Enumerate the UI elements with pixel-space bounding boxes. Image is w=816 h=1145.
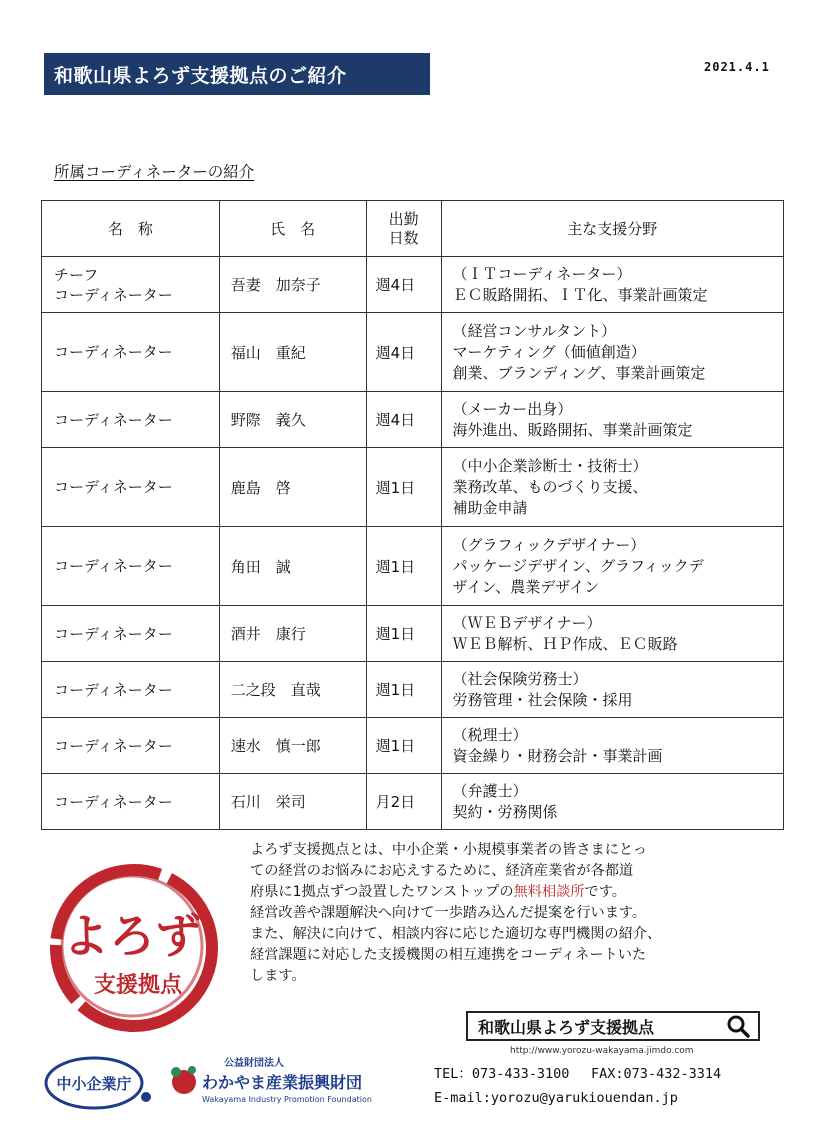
- header-title: 名 称: [42, 201, 220, 257]
- cell-field-line: 契約・労務関係: [452, 802, 558, 821]
- search-box[interactable]: [466, 1011, 760, 1041]
- cell-days: 週1日: [366, 662, 441, 718]
- cell-field-line: （弁護士）: [452, 781, 528, 800]
- search-icon[interactable]: [726, 1014, 750, 1038]
- description-line: ての経営のお悩みにお応えするために、経済産業省が各都道: [250, 863, 634, 879]
- cell-field-line: ザイン、農業デザイン: [452, 577, 600, 596]
- cell-name: 鹿島 啓: [219, 448, 366, 527]
- cell-field-line: ＥＣ販路開拓、ＩＴ化、事業計画策定: [452, 285, 708, 304]
- search-label: 和歌山県よろず支援拠点: [478, 1017, 655, 1037]
- contact-info: [434, 1062, 721, 1110]
- cell-title: [42, 257, 220, 313]
- cell-days: 週1日: [366, 606, 441, 662]
- cell-field-line: 海外進出、販路開拓、事業計画策定: [452, 420, 693, 439]
- waka-logo-small: 公益財団法人: [224, 1058, 284, 1069]
- header-name: 氏 名: [219, 201, 366, 257]
- cell-field-line: （メーカー出身）: [452, 399, 573, 418]
- cell-field: [441, 257, 783, 313]
- cell-field: [441, 606, 783, 662]
- cell-field-line: （ＩＴコーディネーター）: [452, 264, 632, 283]
- description-line: 経営改善や課題解決へ向けて一歩踏み込んだ提案を行います。: [250, 905, 647, 921]
- cell-title-line: コーディネーター: [54, 557, 173, 575]
- header-days-line2: 日数: [388, 228, 419, 247]
- cell-title: [42, 606, 220, 662]
- cell-name: 野際 義久: [219, 392, 366, 448]
- cell-days: 週4日: [366, 313, 441, 392]
- description-text: です。: [584, 884, 626, 900]
- cell-field-line: （経営コンサルタント）: [452, 321, 617, 340]
- cell-days: 週1日: [366, 527, 441, 606]
- table-body: [42, 257, 784, 830]
- description-text: 府県に1拠点ずつ設置したワンストップの: [250, 884, 514, 900]
- table-row: [42, 606, 784, 662]
- email[interactable]: E-mail:yorozu@yarukiouendan.jp: [434, 1090, 678, 1106]
- page-title: 和歌山県よろず支援拠点のご紹介: [44, 53, 430, 95]
- cell-field-line: （社会保険労務士）: [452, 669, 588, 688]
- cell-days: 週4日: [366, 257, 441, 313]
- cell-field: [441, 392, 783, 448]
- chusho-kigyo-cho-logo: [44, 1055, 156, 1111]
- cell-title: [42, 448, 220, 527]
- cell-field-line: （ＷＥＢデザイナー）: [452, 613, 602, 632]
- section-subtitle: 所属コーディネーターの紹介: [54, 163, 255, 181]
- description-line: [250, 882, 770, 903]
- cell-days: 週1日: [366, 718, 441, 774]
- cell-title-line: コーディネーター: [54, 792, 173, 811]
- cell-field: [441, 527, 783, 606]
- table-row: [42, 527, 784, 606]
- cell-field: [441, 774, 783, 830]
- description-line: また、解決に向けて、相談内容に応じた適切な専門機関の紹介、: [250, 926, 662, 942]
- cell-days: 週1日: [366, 448, 441, 527]
- cell-title: [42, 527, 220, 606]
- cell-title-line: コーディネーター: [54, 285, 173, 304]
- cell-name: 角田 誠: [219, 527, 366, 606]
- issue-date: 2021.4.1: [704, 60, 770, 74]
- cell-field-line: ＷＥＢ解析、ＨＰ作成、ＥＣ販路: [452, 634, 678, 653]
- cell-title: [42, 662, 220, 718]
- yorozu-logo-sub: 支援拠点: [93, 973, 183, 998]
- table-row: [42, 448, 784, 527]
- coordinator-table: [41, 200, 784, 830]
- cell-field-line: 業務改革、ものづくり支援、: [452, 477, 648, 496]
- header-days: [366, 201, 441, 257]
- cell-name: 速水 慎一郎: [219, 718, 366, 774]
- cell-field-line: 補助金申請: [452, 498, 528, 517]
- cell-field-line: （中小企業診断士・技術士）: [452, 456, 648, 475]
- waka-logo-en: Wakayama Industry Promotion Foundation: [202, 1095, 372, 1104]
- cell-field: [441, 448, 783, 527]
- cell-name: 二之段 直哉: [219, 662, 366, 718]
- cell-field: [441, 718, 783, 774]
- table-row: [42, 718, 784, 774]
- cell-title-line: コーディネーター: [54, 410, 173, 429]
- cell-title: [42, 718, 220, 774]
- description-line: 経営課題に対応した支援機関の相互連携をコーディネートいた: [250, 947, 647, 963]
- description-line: よろず支援拠点とは、中小企業・小規模事業者の皆さまにとっ: [250, 842, 647, 858]
- table-row: [42, 774, 784, 830]
- header-field: 主な支援分野: [441, 201, 783, 257]
- yorozu-logo-main: よろず: [63, 909, 201, 963]
- cell-title-line: コーディネーター: [54, 343, 173, 361]
- cell-title-line: コーディネーター: [54, 680, 173, 699]
- header-days-line1: 出勤: [388, 209, 419, 228]
- cell-title: [42, 774, 220, 830]
- cell-field-line: 創業、ブランディング、事業計画策定: [452, 363, 706, 382]
- cell-title: [42, 392, 220, 448]
- cell-field-line: 資金繰り・財務会計・事業計画: [452, 746, 663, 765]
- cell-field-line: 労務管理・社会保険・採用: [452, 690, 633, 709]
- table-header-row: [42, 201, 784, 257]
- table-row: [42, 662, 784, 718]
- cell-name: 吾妻 加奈子: [219, 257, 366, 313]
- cell-title-line: コーディネーター: [54, 478, 173, 496]
- cell-title-line: チーフ: [54, 265, 99, 284]
- table-row: [42, 313, 784, 392]
- table-row: [42, 257, 784, 313]
- cell-field: [441, 662, 783, 718]
- wakayama-foundation-logo: [162, 1050, 402, 1110]
- cell-days: 月2日: [366, 774, 441, 830]
- cell-field-line: （税理士）: [452, 725, 528, 744]
- chusho-logo-text: 中小企業庁: [56, 1075, 132, 1093]
- cell-days: 週4日: [366, 392, 441, 448]
- cell-title: [42, 313, 220, 392]
- cell-title-line: コーディネーター: [54, 736, 173, 755]
- waka-logo-main: わかやま産業振興財団: [202, 1073, 363, 1092]
- cell-name: 酒井 康行: [219, 606, 366, 662]
- description: [250, 840, 770, 987]
- table-row: [42, 392, 784, 448]
- cell-field: [441, 313, 783, 392]
- cell-field-line: （グラフィックデザイナー）: [452, 535, 646, 554]
- website-url[interactable]: http://www.yorozu-wakayama.jimdo.com: [510, 1046, 694, 1056]
- cell-title-line: コーディネーター: [54, 624, 173, 643]
- tel-fax: TEL：073-433-3100 FAX:073-432-3314: [434, 1066, 722, 1082]
- yorozu-logo: [42, 860, 222, 1032]
- cell-name: 福山 重紀: [219, 313, 366, 392]
- cell-name: 石川 栄司: [219, 774, 366, 830]
- cell-field-line: パッケージデザイン、グラフィックデ: [452, 556, 704, 575]
- free-consultation-highlight: 無料相談所: [513, 884, 585, 900]
- cell-field-line: マーケティング（価値創造）: [452, 342, 646, 361]
- description-line: します。: [250, 968, 306, 984]
